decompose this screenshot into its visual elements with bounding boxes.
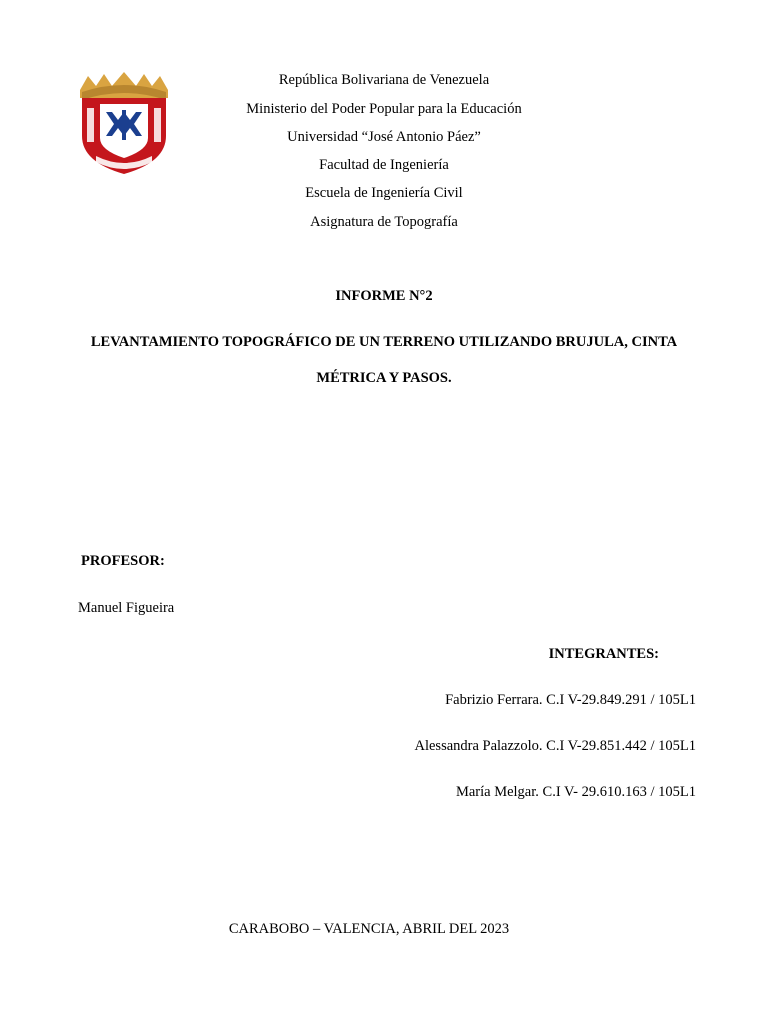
report-title-line1: LEVANTAMIENTO TOPOGRÁFICO DE UN TERRENO UTILIZANDO BRUJULA, CINTA (90, 334, 678, 350)
header-line-university: Universidad “José Antonio Páez” (287, 129, 481, 145)
members-label: INTEGRANTES: (548, 646, 659, 662)
header-line-country: República Bolivariana de Venezuela (278, 72, 490, 88)
place-date: CARABOBO – VALENCIA, ABRIL DEL 2023 (228, 921, 510, 937)
header-line-school: Escuela de Ingeniería Civil (305, 185, 463, 201)
member-item: Alessandra Palazzolo. C.I V-29.851.442 / 105L1 (414, 738, 696, 754)
report-title-line2: MÉTRICA Y PASOS. (316, 370, 452, 386)
header-line-faculty: Facultad de Ingeniería (319, 157, 449, 173)
professor-name: Manuel Figueira (78, 600, 175, 616)
header-line-subject: Asignatura de Topografía (310, 214, 458, 230)
header-line-ministry: Ministerio del Poder Popular para la Educación (246, 101, 522, 117)
report-number: INFORME N°2 (335, 288, 433, 304)
member-item: Fabrizio Ferrara. C.I V-29.849.291 / 105L1 (445, 692, 696, 708)
professor-label: PROFESOR: (81, 553, 165, 569)
member-item: María Melgar. C.I V- 29.610.163 / 105L1 (455, 784, 696, 800)
